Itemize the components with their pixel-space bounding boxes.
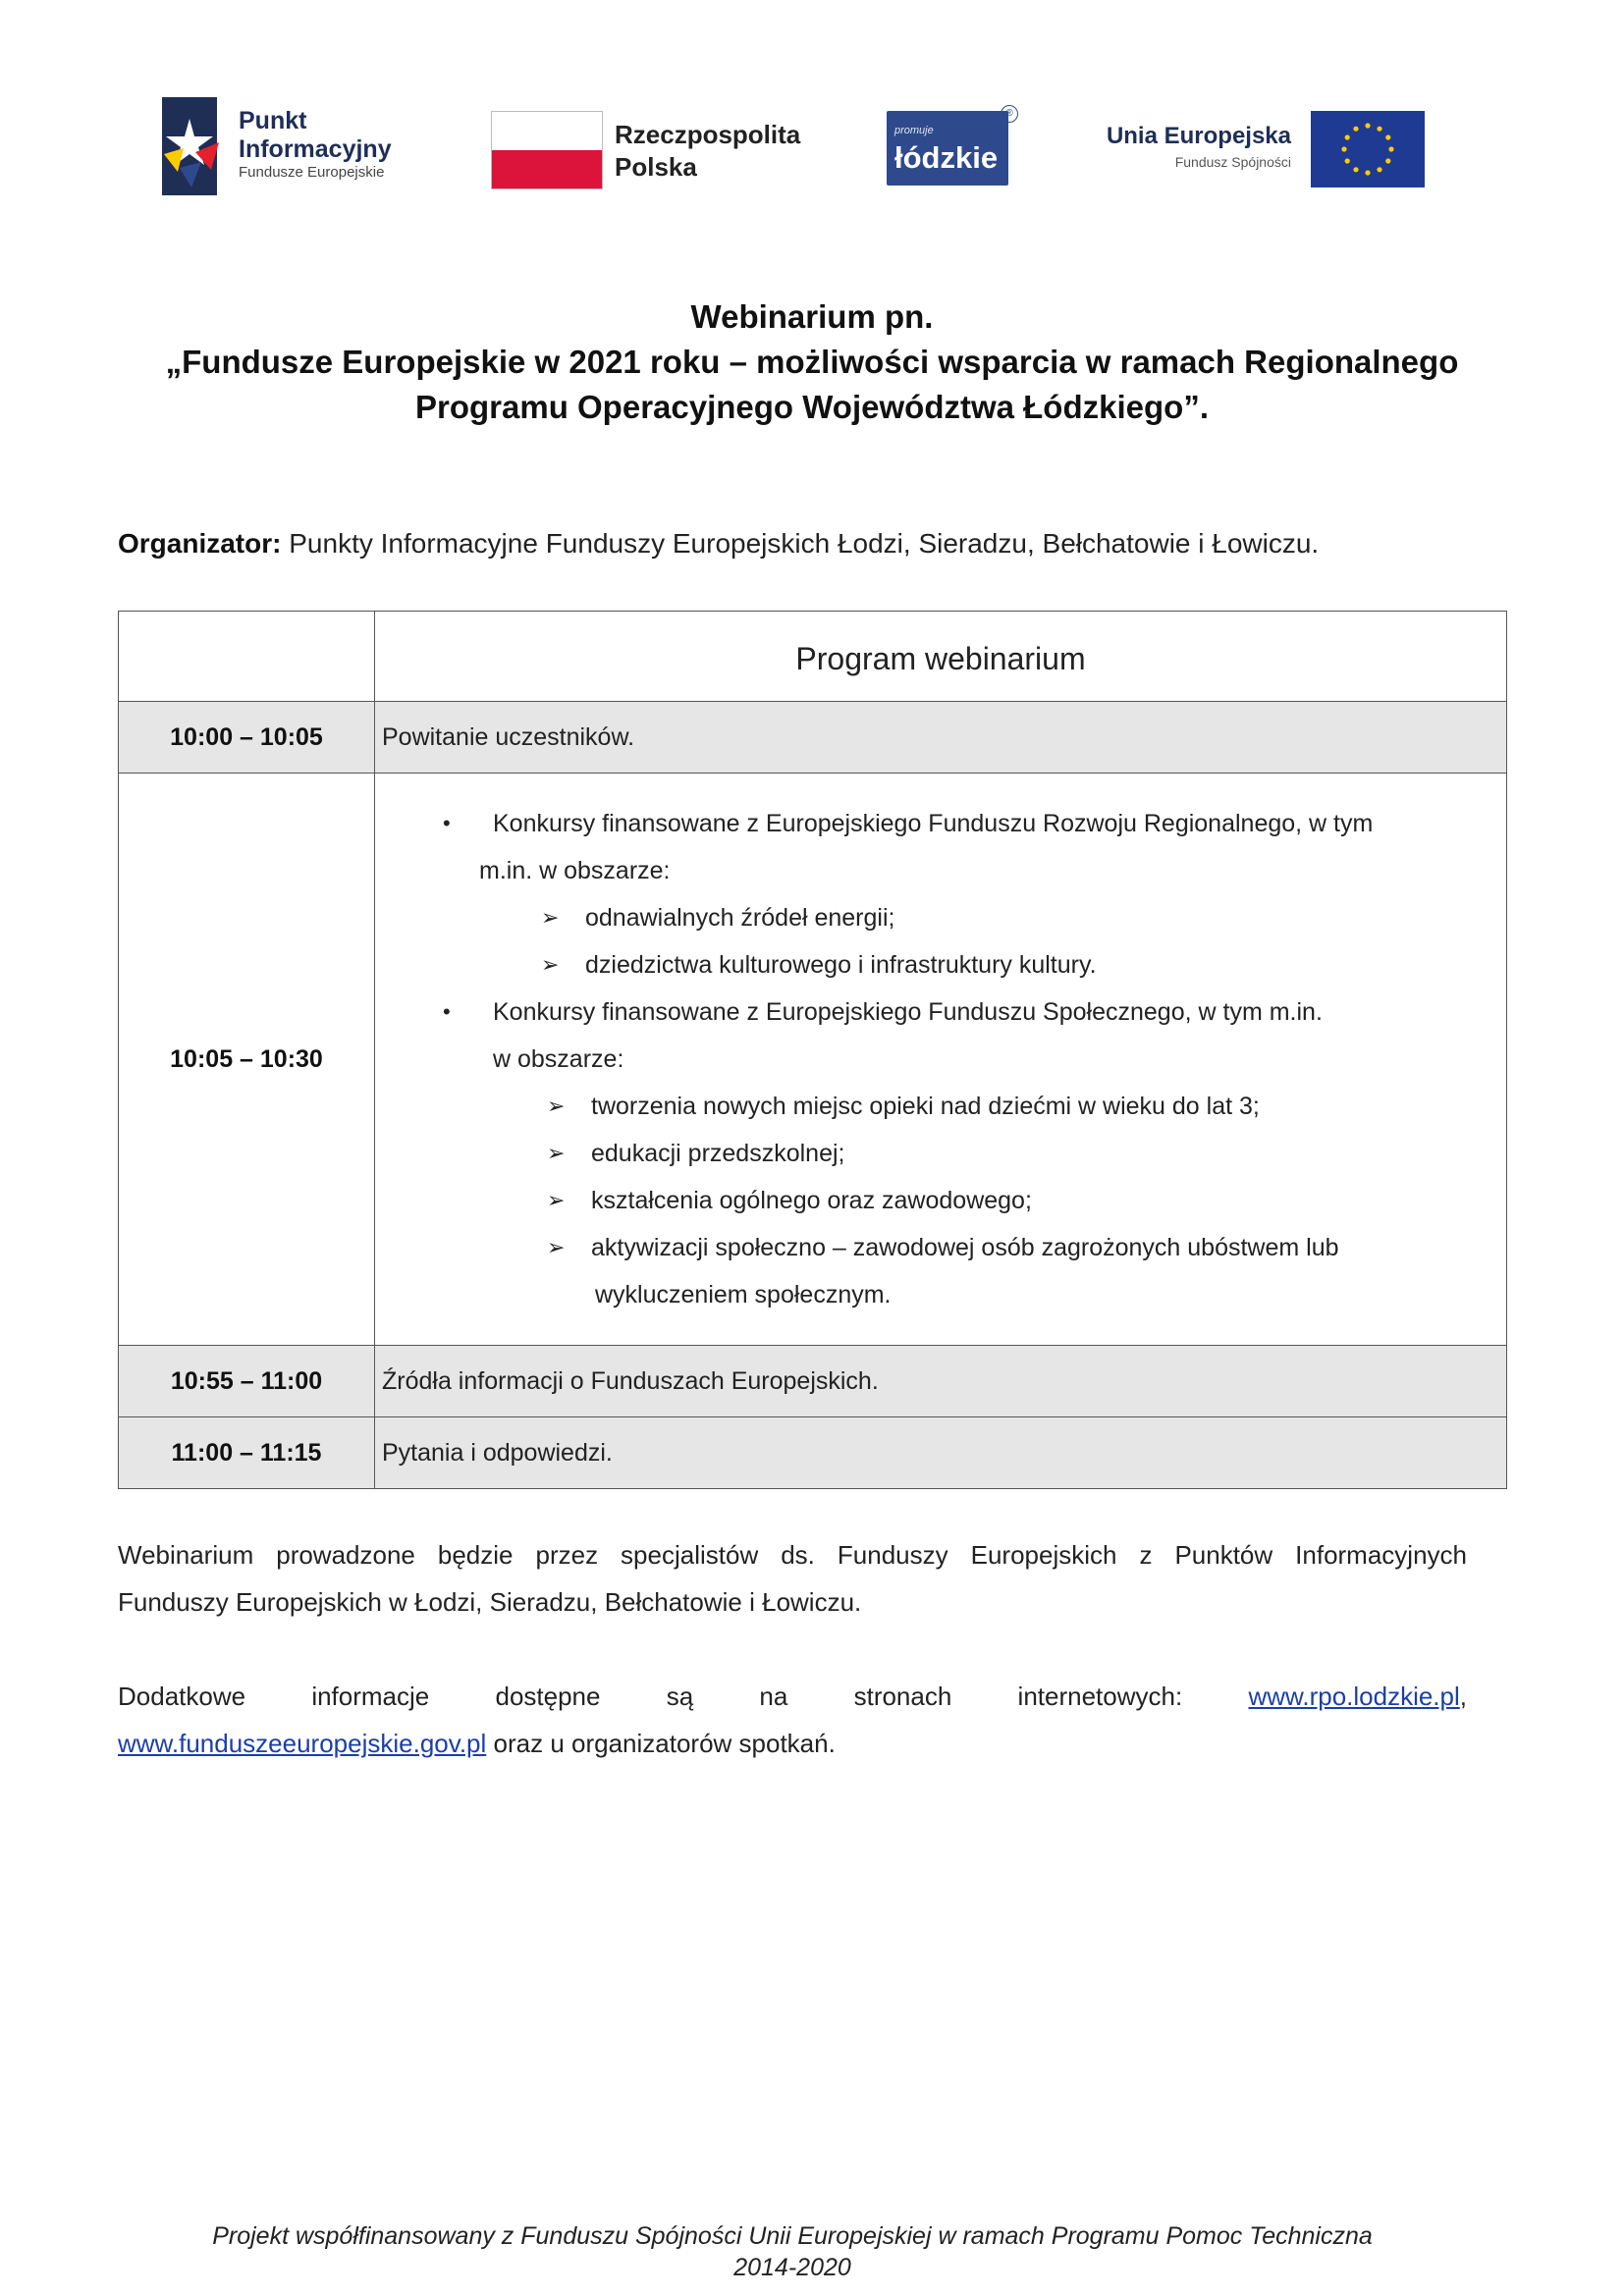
footer-line1: Projekt współfinansowany z Funduszu Spójności Unii Europejskiej w ramach Programu Pomoc Techniczna <box>212 2222 1373 2250</box>
bullet-icon: • <box>443 999 451 1024</box>
rp-line1: Rzeczpospolita <box>615 120 801 149</box>
program-header: Program webinarium <box>375 612 1507 702</box>
list-item-text-cont: wykluczeniem społecznym. <box>595 1281 892 1308</box>
pife-line3: Fundusze Europejskie <box>239 164 385 181</box>
promuje-lodzkie-logo <box>887 93 1024 201</box>
arrow-bullet-icon: ➢ <box>547 1141 566 1165</box>
organizer-label: Organizator: <box>118 528 282 559</box>
list-item <box>382 1177 1506 1224</box>
list-item <box>382 1083 1506 1130</box>
list-item-text: kształcenia ogólnego oraz zawodowego; <box>591 1187 1032 1214</box>
list-item-text-cont: w obszarze: <box>493 1045 624 1073</box>
eu-star-icon <box>1341 146 1346 151</box>
document-title <box>0 294 1624 430</box>
arrow-bullet-icon: ➢ <box>547 1094 566 1118</box>
list-item <box>382 988 1506 1083</box>
bullet-icon: • <box>443 811 451 835</box>
topic-cell: Źródła informacji o Funduszach Europejskich. <box>375 1346 1507 1417</box>
eu-star-icon <box>1353 127 1358 132</box>
paragraph-info <box>118 1673 1467 1767</box>
header-empty-cell <box>119 612 375 702</box>
list-item-text: dziedzictwa kulturowego i infrastruktury kultury. <box>585 951 1097 979</box>
eu-star-icon <box>1345 134 1350 139</box>
list-item-text: odnawialnych źródeł energii; <box>585 904 895 932</box>
table-row <box>119 1346 1507 1417</box>
eu-star-icon <box>1345 158 1350 163</box>
table-row <box>119 774 1507 1346</box>
title-line3: Programu Operacyjnego Województwa Łódzkiego”. <box>414 389 1209 425</box>
list-item <box>382 800 1506 894</box>
table-header-row <box>119 612 1507 702</box>
list-item <box>382 894 1506 941</box>
paragraph-line <box>118 1673 1467 1720</box>
eu-star-icon <box>1385 134 1390 139</box>
arrow-bullet-icon: ➢ <box>547 1188 566 1212</box>
time-cell: 11:00 – 11:15 <box>119 1417 375 1489</box>
punkt-informacyjny-logo <box>162 93 457 201</box>
title-line2: „Fundusze Europejskie w 2021 roku – możliwości wsparcia w ramach Regionalnego <box>165 344 1459 380</box>
eu-star-icon <box>1353 167 1358 172</box>
rzeczpospolita-polska-logo <box>491 93 815 201</box>
info-tail: oraz u organizatorów spotkań. <box>486 1729 836 1758</box>
table-row <box>119 702 1507 774</box>
list-item-text: Konkursy finansowane z Europejskiego Funduszu Społecznego, w tym m.in. <box>493 998 1323 1026</box>
topic-cell: Pytania i odpowiedzi. <box>375 1417 1507 1489</box>
time-cell: 10:00 – 10:05 <box>119 702 375 774</box>
ue-line1: Unia Europejska <box>1106 123 1291 149</box>
list-item-text: edukacji przedszkolnej; <box>591 1140 845 1167</box>
paragraph-specialists <box>118 1531 1467 1626</box>
eu-star-icon <box>1388 146 1393 151</box>
list-item-text: aktywizacji społeczno – zawodowej osób zagrożonych ubóstwem lub <box>591 1234 1339 1261</box>
pife-line1: Punkt <box>239 107 307 134</box>
paragraph-line <box>118 1720 1467 1767</box>
ue-line2: Fundusz Spójności <box>1174 154 1291 170</box>
registered-icon: ® <box>1001 105 1018 123</box>
list-item-text-cont: m.in. w obszarze: <box>479 857 671 884</box>
title-line1: Webinarium pn. <box>690 298 934 335</box>
footer <box>0 2220 1585 2283</box>
lodzkie-small: promuje <box>894 125 934 136</box>
link-fundusze-europejskie[interactable]: www.funduszeeuropejskie.gov.pl <box>118 1729 487 1758</box>
list-item-text: tworzenia nowych miejsc opieki nad dziećmi w wieku do lat 3; <box>591 1093 1260 1120</box>
info-text: Dodatkowe informacje dostępne są na stronach internetowych: <box>118 1682 1183 1711</box>
time-cell: 10:05 – 10:30 <box>119 774 375 1346</box>
unia-europejska-logo <box>1090 93 1429 201</box>
lodzkie-big: łódzkie <box>894 140 999 175</box>
eu-star-icon <box>1385 158 1390 163</box>
paragraph-line: Funduszy Europejskich w Łodzi, Sieradzu, Bełchatowie i Łowiczu. <box>118 1587 862 1617</box>
eu-star-icon <box>1365 170 1370 175</box>
program-table <box>118 611 1507 1489</box>
footer-line2: 2014-2020 <box>733 2254 851 2281</box>
lodzkie-badge <box>887 111 1008 186</box>
eu-flag-icon <box>1311 111 1425 187</box>
time-cell: 10:55 – 11:00 <box>119 1346 375 1417</box>
rp-line2: Polska <box>615 152 697 182</box>
organizer-line <box>118 528 1319 560</box>
polish-flag-icon <box>491 111 603 189</box>
list-item <box>382 1130 1506 1177</box>
list-item-text: Konkursy finansowane z Europejskiego Funduszu Rozwoju Regionalnego, w tym <box>493 810 1374 837</box>
pife-star-icon <box>162 97 229 195</box>
eu-star-icon <box>1377 127 1381 132</box>
table-row <box>119 1417 1507 1489</box>
comma: , <box>1459 1682 1467 1711</box>
eu-star-icon <box>1365 123 1370 128</box>
logo-strip <box>162 93 1429 201</box>
pife-line2: Informacyjny <box>239 135 392 163</box>
arrow-bullet-icon: ➢ <box>547 1235 566 1259</box>
topic-cell: Powitanie uczestników. <box>375 702 1507 774</box>
list-item <box>382 1224 1506 1318</box>
paragraph-line: Webinarium prowadzone będzie przez specjalistów ds. Funduszy Europejskich z Punktów Informacyjnych <box>118 1540 1467 1570</box>
link-rpo-lodzkie[interactable]: www.rpo.lodzkie.pl <box>1248 1682 1460 1711</box>
eu-star-icon <box>1377 167 1381 172</box>
organizer-text: Punkty Informacyjne Funduszy Europejskich Łodzi, Sieradzu, Bełchatowie i Łowiczu. <box>281 528 1320 559</box>
list-item <box>382 941 1506 988</box>
arrow-bullet-icon: ➢ <box>541 952 560 977</box>
topic-details-cell <box>375 774 1507 1346</box>
arrow-bullet-icon: ➢ <box>541 905 560 930</box>
